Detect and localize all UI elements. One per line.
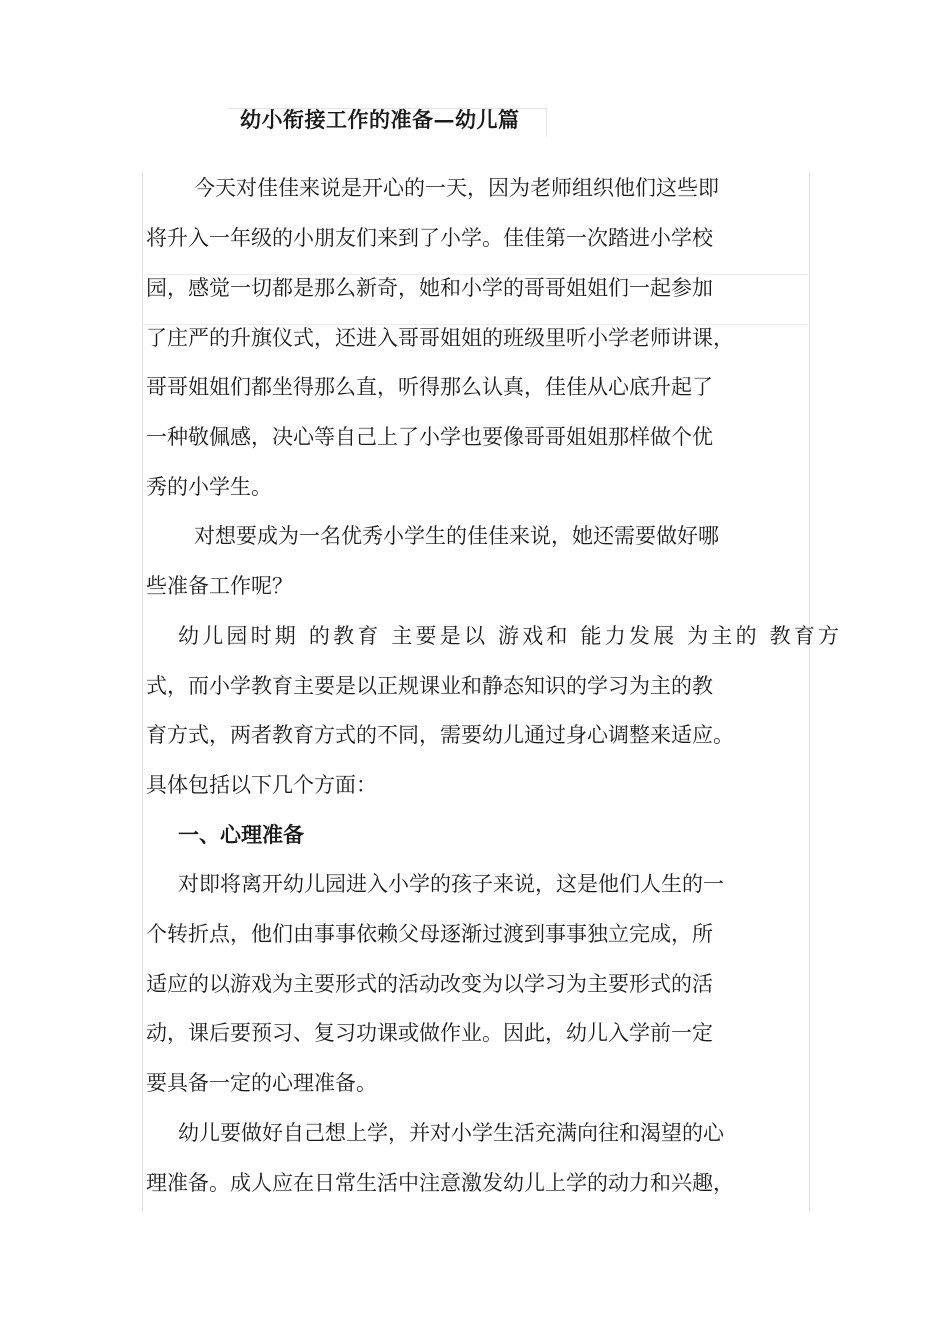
paragraph-line: 对即将离开幼儿园进入小学的孩子来说，这是他们人生的一	[178, 872, 724, 896]
paragraph-line: 一种敬佩感，决心等自己上了小学也要像哥哥姐姐那样做个优	[146, 425, 713, 449]
paragraph-line: 今天对佳佳来说是开心的一天，因为老师组织他们这些即	[194, 176, 719, 200]
paragraph-line: 将升入一年级的小朋友们来到了小学。佳佳第一次踏进小学校	[146, 226, 713, 250]
paragraph-line: 式，而小学教育主要是以正规课业和静态知识的学习为主的教	[146, 674, 713, 698]
paragraph-line: 动，课后要预习、复习功课或做作业。因此，幼儿入学前一定	[146, 1021, 713, 1045]
paragraph-line: 园，感觉一切都是那么新奇，她和小学的哥哥姐姐们一起参加	[146, 276, 713, 300]
paragraph-line: 育方式，两者教育方式的不同，需要幼儿通过身心调整来适应。	[146, 723, 734, 747]
paragraph-line: 具体包括以下几个方面：	[146, 773, 377, 797]
paragraph-line: 个转折点，他们由事事依赖父母逐渐过渡到事事独立完成，所	[146, 922, 713, 946]
paragraph-line: 秀的小学生。	[146, 475, 272, 499]
document-title: 幼小衔接工作的准备—幼儿篇	[240, 107, 520, 132]
paragraph-line: 适应的以游戏为主要形式的活动改变为以学习为主要形式的活	[146, 972, 713, 996]
paragraph-line: 幼儿要做好自己想上学，并对小学生活充满向往和渴望的心	[178, 1121, 724, 1145]
paragraph-line: 理准备。成人应在日常生活中注意激发幼儿上学的动力和兴趣，	[146, 1171, 734, 1195]
paragraph-line: 幼儿园时期 的教育 主要是以 游戏和 能力发展 为主的 教育方	[178, 624, 843, 648]
paragraph-line: 些准备工作呢？	[146, 574, 293, 598]
paragraph-line: 要具备一定的心理准备。	[146, 1071, 377, 1095]
paragraph-line: 哥哥姐姐们都坐得那么直，听得那么认真，佳佳从心底升起了	[146, 375, 713, 399]
section-heading: 一、心理准备	[178, 822, 304, 847]
paragraph-line: 对想要成为一名优秀小学生的佳佳来说，她还需要做好哪	[194, 524, 719, 548]
paragraph-line: 了庄严的升旗仪式，还进入哥哥姐姐的班级里听小学老师讲课，	[146, 326, 734, 350]
